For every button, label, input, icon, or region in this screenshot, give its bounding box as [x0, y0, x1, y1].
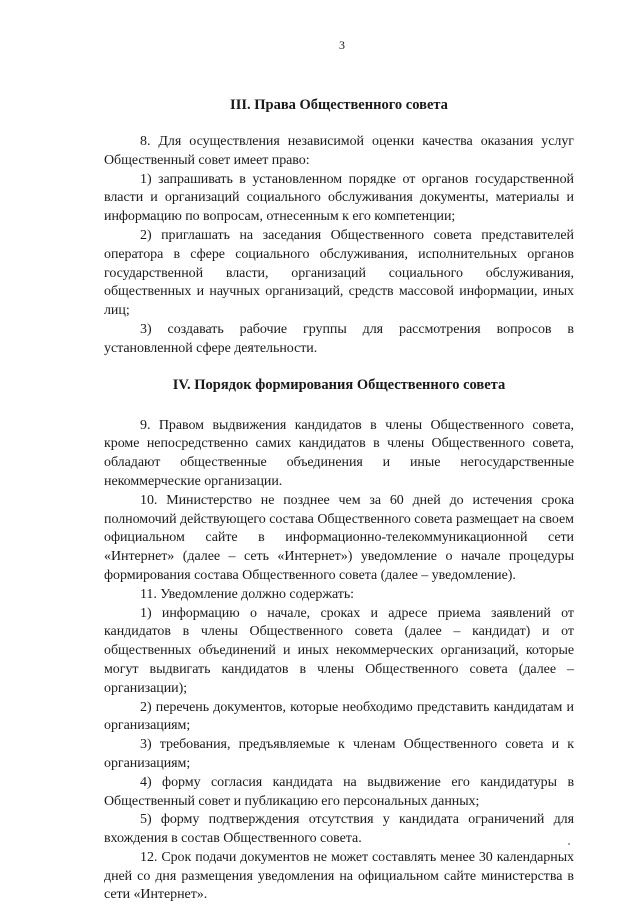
paragraph-8-item-2: 2) приглашать на заседания Общественного совета представителей оператора в сфере социального обслуживания, исполнительных органов государственной власти, организаций социального обслуживания, общественных и научных организаций, средств массовой информации, иных лиц;: [104, 227, 574, 319]
document-page: [104, 38, 574, 905]
paragraph-11: 11. Уведомление должно содержать:: [140, 586, 354, 602]
paragraph-11-item-5: 5) форму подтверждения отсутствия у кандидата ограничений для вхождения в состав Общественного совета.: [104, 812, 574, 847]
page-number: 3: [339, 38, 345, 52]
paragraph-11-item-2: 2) перечень документов, которые необходимо представить кандидатам и организациям;: [104, 699, 574, 734]
paragraph-11-item-1: 1) информацию о начале, сроках и адресе приема заявлений от кандидатов в члены Общественного совета (далее – кандидат) и от общественных объединений и иных некоммерческих организаций, которые могут выдвигать кандидатов в члены Общественного совета (далее – организации);: [104, 605, 574, 696]
scan-speck: [568, 843, 570, 845]
paragraph-8-item-3: 3) создавать рабочие группы для рассмотрения вопросов в установленной сфере деятельности.: [104, 321, 574, 356]
section-4-heading: IV. Порядок формирования Общественного совета: [172, 376, 506, 393]
paragraph-8: 8. Для осуществления независимой оценки качества оказания услуг Общественный совет имеет право:: [104, 134, 574, 168]
paragraph-11-item-4: 4) форму согласия кандидата на выдвижение его кандидатуры в Общественный совет и публикацию его персональных данных;: [104, 774, 574, 809]
paragraph-9: 9. Правом выдвижения кандидатов в члены Общественного совета, кроме непосредственно самих кандидатов в члены Общественного совета, обладают общественные объединения и иные негосударственные некоммерческие организации.: [104, 417, 574, 489]
section-3-heading: III. Права Общественного совета: [230, 97, 448, 113]
paragraph-10: 10. Министерство не позднее чем за 60 дней до истечения срока полномочий действующего состава Общественного совета размещает на своем официальном сайте в информационно-телекоммуникационной сети «Интернет» (далее – сеть «Интернет») уведомление о начале процедуры формирования состава Общественного совета (далее – уведомление).: [104, 492, 574, 583]
paragraph-8-item-1: 1) запрашивать в установленном порядке от органов государственной власти и организаций социального обслуживания документы, материалы и информацию по вопросам, отнесенным к его компетенции;: [104, 171, 574, 225]
paragraph-12: 12. Срок подачи документов не может составлять менее 30 календарных дней со дня размещения уведомления на официальном сайте министерства в сети «Интернет».: [104, 849, 574, 903]
paragraph-11-item-3: 3) требования, предъявляемые к членам Общественного совета и к организациям;: [104, 737, 574, 771]
